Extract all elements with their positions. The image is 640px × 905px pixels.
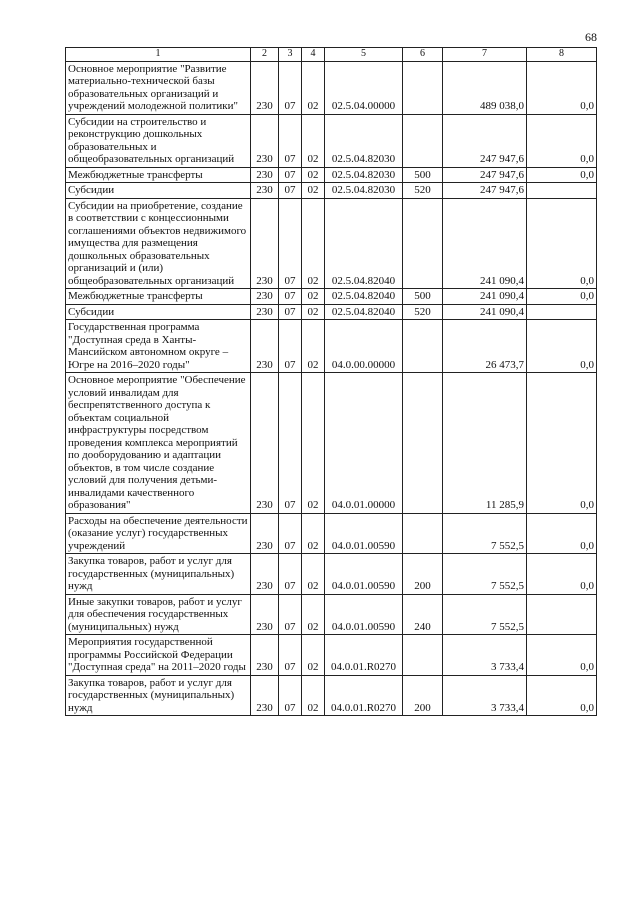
cell-amount-2018: 241 090,4 <box>443 198 527 289</box>
table-row <box>66 167 597 183</box>
cell-expense-type: 500 <box>403 289 443 305</box>
cell-subsection: 02 <box>302 304 325 320</box>
cell-item-name: Иные закупки товаров, работ и услуг для обеспечения государственных (муниципальных) нужд <box>66 594 251 635</box>
table-row <box>66 554 597 595</box>
cell-expense-type <box>403 635 443 676</box>
cell-amount-change: 0,0 <box>527 61 597 114</box>
cell-amount-2018: 26 473,7 <box>443 320 527 373</box>
cell-amount-2018: 241 090,4 <box>443 289 527 305</box>
cell-expense-type: 200 <box>403 675 443 716</box>
header-cell-7: 7 <box>443 48 527 62</box>
cell-admin-code: 230 <box>251 320 279 373</box>
cell-target-code: 02.5.04.82030 <box>325 183 403 199</box>
table-row <box>66 289 597 305</box>
cell-amount-change: 0,0 <box>527 635 597 676</box>
cell-item-name: Основное мероприятие "Обеспечение условий инвалидам для беспрепятственного доступа к объектам социальной инфраструктуры посредством проведения комплекса мероприятий по дооборудованию и адаптации объектов, в том числе создание условий для получения детьми-инвалидами качественного образования" <box>66 373 251 514</box>
cell-item-name: Расходы на обеспечение деятельности (оказание услуг) государственных учреждений <box>66 513 251 554</box>
table-row <box>66 635 597 676</box>
cell-target-code: 04.0.01.00590 <box>325 594 403 635</box>
table-row <box>66 61 597 114</box>
cell-item-name: Мероприятия государственной программы Российской Федерации "Доступная среда" на 2011–2020 годы <box>66 635 251 676</box>
table-row <box>66 373 597 514</box>
cell-subsection: 02 <box>302 635 325 676</box>
cell-section: 07 <box>279 373 302 514</box>
cell-admin-code: 230 <box>251 167 279 183</box>
cell-admin-code: 230 <box>251 289 279 305</box>
cell-expense-type <box>403 373 443 514</box>
cell-amount-change: 0,0 <box>527 554 597 595</box>
cell-amount-change <box>527 304 597 320</box>
table-row <box>66 198 597 289</box>
cell-target-code: 04.0.01.R0270 <box>325 635 403 676</box>
cell-subsection: 02 <box>302 373 325 514</box>
cell-item-name: Субсидии на приобретение, создание в соответствии с концессионными соглашениями объектов недвижимого имущества для размещения дошкольных образовательных организаций и (или) общеобразовательных организаций <box>66 198 251 289</box>
cell-subsection: 02 <box>302 198 325 289</box>
cell-expense-type: 520 <box>403 183 443 199</box>
cell-admin-code: 230 <box>251 373 279 514</box>
budget-table <box>65 47 597 716</box>
cell-section: 07 <box>279 167 302 183</box>
cell-subsection: 02 <box>302 320 325 373</box>
cell-amount-change: 0,0 <box>527 289 597 305</box>
cell-expense-type: 520 <box>403 304 443 320</box>
cell-target-code: 02.5.04.82030 <box>325 167 403 183</box>
cell-expense-type <box>403 198 443 289</box>
cell-item-name: Основное мероприятие "Развитие материально-технической базы образовательных организаций и учреждений молодежной политики" <box>66 61 251 114</box>
cell-section: 07 <box>279 183 302 199</box>
cell-amount-2018: 3 733,4 <box>443 635 527 676</box>
cell-section: 07 <box>279 289 302 305</box>
table-header-row <box>66 48 597 62</box>
header-cell-4: 4 <box>302 48 325 62</box>
cell-target-code: 04.0.01.00000 <box>325 373 403 514</box>
cell-item-name: Субсидии <box>66 304 251 320</box>
header-cell-8: 8 <box>527 48 597 62</box>
cell-amount-2018: 11 285,9 <box>443 373 527 514</box>
cell-amount-change: 0,0 <box>527 513 597 554</box>
cell-subsection: 02 <box>302 554 325 595</box>
cell-item-name: Государственная программа "Доступная среда в Ханты-Мансийском автономном округе – Югре на 2016–2020 годы" <box>66 320 251 373</box>
table-row <box>66 513 597 554</box>
cell-target-code: 04.0.01.R0270 <box>325 675 403 716</box>
cell-amount-2018: 7 552,5 <box>443 554 527 595</box>
header-cell-6: 6 <box>403 48 443 62</box>
cell-section: 07 <box>279 594 302 635</box>
cell-subsection: 02 <box>302 513 325 554</box>
cell-subsection: 02 <box>302 289 325 305</box>
cell-amount-change: 0,0 <box>527 167 597 183</box>
table-row <box>66 594 597 635</box>
table-row <box>66 114 597 167</box>
cell-subsection: 02 <box>302 167 325 183</box>
cell-amount-2018: 489 038,0 <box>443 61 527 114</box>
page-number: 68 <box>585 30 597 44</box>
header-cell-2: 2 <box>251 48 279 62</box>
cell-expense-type: 240 <box>403 594 443 635</box>
cell-item-name: Межбюджетные трансферты <box>66 289 251 305</box>
cell-subsection: 02 <box>302 675 325 716</box>
cell-section: 07 <box>279 513 302 554</box>
cell-expense-type <box>403 61 443 114</box>
cell-item-name: Субсидии <box>66 183 251 199</box>
cell-expense-type: 500 <box>403 167 443 183</box>
cell-admin-code: 230 <box>251 675 279 716</box>
table-row <box>66 183 597 199</box>
cell-admin-code: 230 <box>251 594 279 635</box>
cell-section: 07 <box>279 554 302 595</box>
cell-amount-2018: 3 733,4 <box>443 675 527 716</box>
cell-admin-code: 230 <box>251 635 279 676</box>
cell-expense-type: 200 <box>403 554 443 595</box>
cell-amount-change: 0,0 <box>527 198 597 289</box>
header-cell-5: 5 <box>325 48 403 62</box>
cell-amount-2018: 7 552,5 <box>443 594 527 635</box>
cell-expense-type <box>403 320 443 373</box>
cell-amount-change: 0,0 <box>527 114 597 167</box>
cell-target-code: 02.5.04.82030 <box>325 114 403 167</box>
cell-amount-change <box>527 594 597 635</box>
header-cell-3: 3 <box>279 48 302 62</box>
cell-subsection: 02 <box>302 183 325 199</box>
cell-item-name: Закупка товаров, работ и услуг для государственных (муниципальных) нужд <box>66 554 251 595</box>
table-row <box>66 304 597 320</box>
cell-admin-code: 230 <box>251 183 279 199</box>
table-body <box>66 48 597 716</box>
cell-subsection: 02 <box>302 114 325 167</box>
cell-section: 07 <box>279 198 302 289</box>
cell-admin-code: 230 <box>251 61 279 114</box>
cell-admin-code: 230 <box>251 198 279 289</box>
cell-amount-change: 0,0 <box>527 320 597 373</box>
cell-section: 07 <box>279 61 302 114</box>
cell-expense-type <box>403 513 443 554</box>
cell-item-name: Межбюджетные трансферты <box>66 167 251 183</box>
cell-amount-change: 0,0 <box>527 675 597 716</box>
cell-subsection: 02 <box>302 594 325 635</box>
cell-target-code: 02.5.04.82040 <box>325 198 403 289</box>
cell-target-code: 04.0.01.00590 <box>325 513 403 554</box>
cell-amount-2018: 7 552,5 <box>443 513 527 554</box>
cell-admin-code: 230 <box>251 304 279 320</box>
cell-target-code: 02.5.04.82040 <box>325 304 403 320</box>
cell-amount-change <box>527 183 597 199</box>
cell-section: 07 <box>279 304 302 320</box>
cell-admin-code: 230 <box>251 554 279 595</box>
table-row <box>66 320 597 373</box>
cell-amount-change: 0,0 <box>527 373 597 514</box>
cell-admin-code: 230 <box>251 513 279 554</box>
cell-admin-code: 230 <box>251 114 279 167</box>
cell-target-code: 04.0.00.00000 <box>325 320 403 373</box>
cell-expense-type <box>403 114 443 167</box>
table-row <box>66 675 597 716</box>
cell-section: 07 <box>279 114 302 167</box>
cell-amount-2018: 241 090,4 <box>443 304 527 320</box>
cell-amount-2018: 247 947,6 <box>443 183 527 199</box>
cell-target-code: 02.5.04.00000 <box>325 61 403 114</box>
cell-amount-2018: 247 947,6 <box>443 167 527 183</box>
cell-amount-2018: 247 947,6 <box>443 114 527 167</box>
cell-section: 07 <box>279 635 302 676</box>
cell-item-name: Закупка товаров, работ и услуг для государственных (муниципальных) нужд <box>66 675 251 716</box>
cell-subsection: 02 <box>302 61 325 114</box>
cell-section: 07 <box>279 320 302 373</box>
cell-item-name: Субсидии на строительство и реконструкцию дошкольных образовательных и общеобразовательных организаций <box>66 114 251 167</box>
cell-target-code: 02.5.04.82040 <box>325 289 403 305</box>
header-cell-1: 1 <box>66 48 251 62</box>
cell-section: 07 <box>279 675 302 716</box>
cell-target-code: 04.0.01.00590 <box>325 554 403 595</box>
